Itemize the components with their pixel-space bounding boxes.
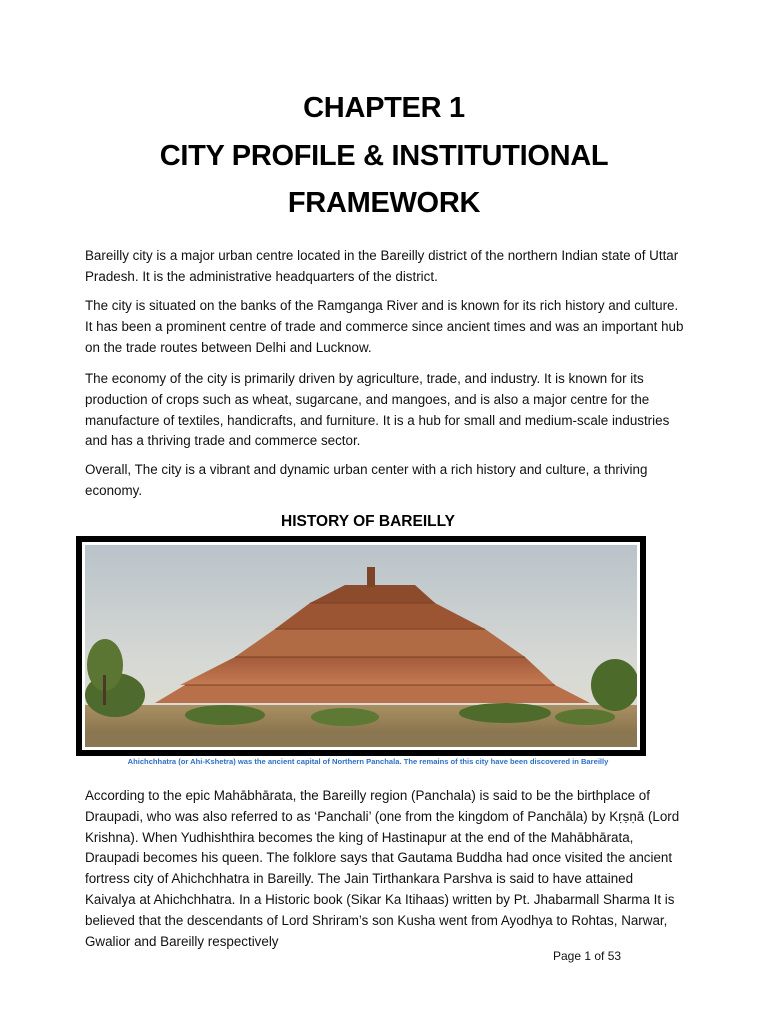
intro-paragraph-1: Bareilly city is a major urban centre located in the Bareilly district of the northern Indian state of Uttar Pradesh. It is the administrative headquarters of the district. <box>85 248 679 284</box>
ahichchhatra-stupa-image <box>85 545 637 747</box>
history-paragraph: According to the epic Mahābhārata, the Bareilly region (Panchala) is said to be the birthplace of Draupadi, who was also referred to as ‘Panchali’ (one from the kingdom of Panchāla) by Kṛṣṇā (Lord Krishna). When Yudhishthira becomes the king of Hastinapur at the end of the Mahābhārata, Draupadi becomes his queen. The folklore says that Gautama Buddha had once visited the ancient fortress city of Ahichchhatra in Bareilly. The Jain Tirthankara Parshva is said to have attained Kaivalya at Ahichchhatra. In a Historic book (Sikar Ka Itihaas) written by Pt. Jhabarmall Sharma It is believed that the descendants of Lord Shriram’s son Kusha went from Ayodhya to Rohtas, Narwar, Gwalior and Bareilly respectively <box>85 788 680 949</box>
history-photo-frame <box>76 536 646 756</box>
chapter-number: CHAPTER 1 <box>303 92 465 124</box>
page-number: Page 1 of 53 <box>553 949 622 963</box>
intro-paragraph-4: Overall, The city is a vibrant and dynamic urban center with a rich history and culture, a thriving economy. <box>85 462 648 498</box>
chapter-title-line2: FRAMEWORK <box>287 187 481 219</box>
section-heading-history: HISTORY OF BAREILLY <box>281 513 455 530</box>
intro-paragraph-2: The city is situated on the banks of the Ramganga River and is known for its rich history and culture. It has been a prominent centre of trade and commerce since ancient times and was an important hub on the trade routes between Delhi and Lucknow. <box>85 298 684 355</box>
intro-paragraph-3: The economy of the city is primarily driven by agriculture, trade, and industry. It is known for its production of crops such as wheat, sugarcane, and mangoes, and is also a major centre for the manufacture of textiles, handicrafts, and furniture. It is a hub for small and medium-scale industries and has a thriving trade and commerce sector. <box>85 371 670 449</box>
chapter-title-line1: CITY PROFILE & INSTITUTIONAL <box>159 140 609 172</box>
photo-caption: Ahichchhatra (or Ahi-Kshetra) was the ancient capital of Northern Panchala. The remains of this city have been discovered in Bareilly <box>127 757 609 766</box>
history-photo <box>82 542 640 750</box>
